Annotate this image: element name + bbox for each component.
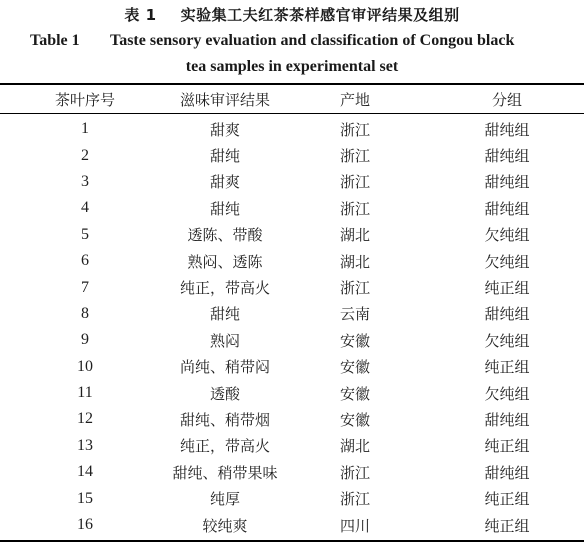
cell-tea-number: 9 — [81, 331, 89, 349]
header-group: 分组 — [491, 91, 522, 109]
cell-group: 纯正组 — [484, 279, 530, 298]
cell-group: 欠纯组 — [484, 226, 530, 245]
cell-group: 甜纯组 — [484, 305, 530, 324]
sensory-evaluation-table — [0, 85, 584, 538]
cell-tea-number: 13 — [77, 436, 93, 454]
cell-group: 纯正组 — [484, 358, 530, 377]
cell-tea-number: 10 — [77, 357, 93, 375]
cell-origin: 浙江 — [339, 463, 370, 482]
cell-origin: 浙江 — [339, 490, 370, 509]
cell-tea-number: 8 — [81, 304, 89, 322]
cell-origin: 安徽 — [339, 384, 370, 403]
cell-taste-result: 透酸 — [209, 384, 240, 403]
cell-tea-number: 14 — [77, 463, 93, 481]
cell-tea-number: 2 — [81, 146, 89, 164]
table-row — [0, 274, 584, 300]
cell-group: 纯正组 — [484, 490, 530, 509]
caption-english-number: Table 1 — [30, 32, 80, 49]
cell-taste-result: 熟闷、透陈 — [187, 252, 263, 271]
table-row — [0, 114, 584, 142]
cell-tea-number: 15 — [77, 489, 93, 507]
caption-english-title-line1: Taste sensory evaluation and classification of Congou black — [110, 32, 515, 49]
cell-group: 甜纯组 — [484, 147, 530, 166]
cell-taste-result: 透陈、带酸 — [187, 226, 263, 245]
caption-chinese-title: 实验集工夫红茶茶样感官审评结果及组别 — [180, 6, 460, 24]
table-row — [0, 248, 584, 274]
cell-taste-result: 纯正，带高火 — [179, 437, 270, 456]
cell-taste-result: 甜爽 — [209, 173, 240, 192]
cell-taste-result: 甜纯 — [209, 305, 240, 324]
header-origin: 产地 — [339, 91, 370, 109]
cell-tea-number: 3 — [81, 172, 89, 190]
cell-origin: 安徽 — [339, 358, 370, 377]
cell-group: 纯正组 — [484, 437, 530, 456]
table-row — [0, 512, 584, 538]
cell-tea-number: 11 — [77, 384, 93, 402]
cell-taste-result: 甜纯、稍带烟 — [179, 410, 270, 429]
cell-group: 甜纯组 — [484, 173, 530, 192]
cell-origin: 安徽 — [339, 410, 370, 429]
cell-origin: 浙江 — [339, 199, 370, 218]
cell-origin: 湖北 — [339, 252, 370, 271]
cell-taste-result: 尚纯、稍带闷 — [179, 358, 270, 377]
cell-taste-result: 较纯爽 — [202, 516, 248, 535]
cell-taste-result: 纯厚 — [209, 490, 240, 509]
cell-taste-result: 熟闷 — [209, 331, 240, 350]
cell-tea-number: 6 — [81, 252, 89, 270]
caption-chinese-number: 表 1 — [124, 6, 157, 24]
cell-group: 欠纯组 — [484, 384, 530, 403]
table-bottom-rule — [0, 540, 584, 542]
header-tea-number: 茶叶序号 — [54, 91, 115, 109]
cell-origin: 浙江 — [339, 173, 370, 192]
cell-group: 甜纯组 — [484, 199, 530, 218]
cell-origin: 四川 — [339, 516, 370, 535]
table-row — [0, 195, 584, 221]
cell-taste-result: 甜纯、稍带果味 — [172, 463, 278, 482]
cell-tea-number: 7 — [81, 278, 89, 296]
caption-chinese — [0, 4, 584, 26]
cell-origin: 云南 — [339, 305, 370, 324]
table-row — [0, 380, 584, 406]
header-taste-result: 滋味审评结果 — [179, 91, 270, 109]
cell-taste-result: 甜爽 — [209, 120, 240, 139]
table-row — [0, 459, 584, 485]
cell-group: 欠纯组 — [484, 331, 530, 350]
caption-english-line1 — [30, 30, 560, 52]
table-row — [0, 354, 584, 380]
cell-origin: 湖北 — [339, 226, 370, 245]
cell-origin: 浙江 — [339, 120, 370, 139]
table-row — [0, 485, 584, 511]
cell-group: 欠纯组 — [484, 252, 530, 271]
table-row — [0, 327, 584, 353]
cell-tea-number: 16 — [77, 516, 93, 534]
cell-origin: 浙江 — [339, 279, 370, 298]
cell-origin: 安徽 — [339, 331, 370, 350]
cell-tea-number: 1 — [81, 120, 89, 138]
table-header-row — [0, 85, 584, 114]
cell-origin: 湖北 — [339, 437, 370, 456]
cell-group: 甜纯组 — [484, 463, 530, 482]
cell-tea-number: 12 — [77, 410, 93, 428]
table-row — [0, 433, 584, 459]
table-row — [0, 169, 584, 195]
table-row — [0, 222, 584, 248]
caption-english-title-line2: tea samples in experimental set — [185, 58, 399, 75]
table-row — [0, 142, 584, 168]
cell-taste-result: 甜纯 — [209, 147, 240, 166]
cell-tea-number: 5 — [81, 225, 89, 243]
cell-group: 纯正组 — [484, 516, 530, 535]
cell-group: 甜纯组 — [484, 410, 530, 429]
cell-taste-result: 纯正，带高火 — [179, 279, 270, 298]
cell-origin: 浙江 — [339, 147, 370, 166]
table-row — [0, 406, 584, 432]
cell-taste-result: 甜纯 — [209, 199, 240, 218]
cell-group: 甜纯组 — [484, 120, 530, 139]
cell-tea-number: 4 — [81, 199, 89, 217]
table-row — [0, 301, 584, 327]
